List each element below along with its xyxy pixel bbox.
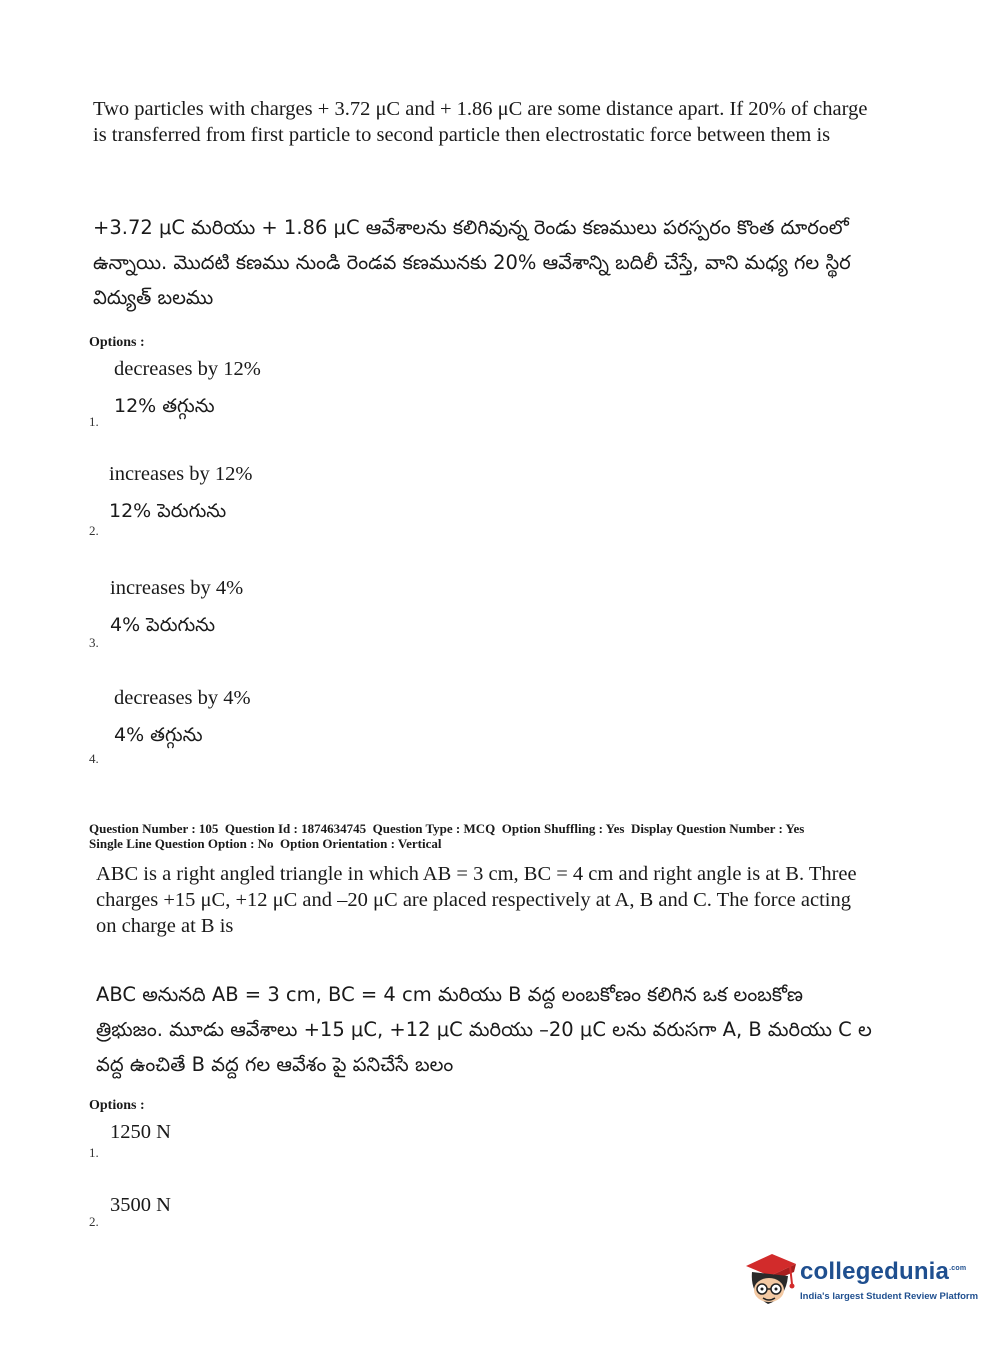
option-telugu: 12% తగ్గును	[114, 395, 215, 417]
option-english: decreases by 4%	[114, 687, 251, 709]
q1-english-text: Two particles with charges + 3.72 μC and + 1.86 μC are some distance apart. If 20% of charge is transferred from first particle to second particle then electrostatic force between them is	[93, 98, 868, 146]
logo-tagline: India's largest Student Review Platform	[800, 1291, 979, 1302]
logo-wordmark: collegedunia	[800, 1258, 950, 1285]
option-english: 1250 N	[110, 1121, 171, 1143]
collegedunia-logo	[742, 1250, 979, 1312]
q2-meta-line-1: Question Number : 105 Question Id : 1874634745 Question Type : MCQ Option Shuffling : Yes Display Question Number : Yes	[89, 821, 805, 836]
option-number: 4.	[89, 751, 99, 766]
option-telugu: 4% పెరుగును	[110, 614, 216, 636]
q2-english-text: ABC is a right angled triangle in which AB = 3 cm, BC = 4 cm and right angle is at B. Three charges +15 μC, +12 μC and –20 μC are placed respectively at A, B and C. The force acting on charge at B is	[96, 863, 857, 937]
option-number: 3.	[89, 635, 99, 650]
q2-options-label: Options :	[89, 1098, 145, 1113]
logo-suffix: .com	[949, 1265, 967, 1272]
option-english: decreases by 12%	[114, 358, 261, 380]
mascot-icon	[742, 1250, 798, 1310]
q2-meta-line-2: Single Line Question Option : No Option Orientation : Vertical	[89, 836, 442, 851]
option-telugu: 12% పెరుగును	[109, 500, 227, 522]
option-english: increases by 12%	[109, 463, 253, 485]
option-number: 2.	[89, 523, 99, 538]
option-number: 2.	[89, 1214, 99, 1229]
option-number: 1.	[89, 414, 99, 429]
q1-options-label: Options :	[89, 335, 145, 350]
option-english: increases by 4%	[110, 577, 244, 599]
q2-telugu-text: ABC అనునది AB = 3 cm, BC = 4 cm మరియు B వద్ద లంబకోణం కలిగిన ఒక లంబకోణ త్రిభుజం. మూడు ఆవేశాలు +15 μC, +12 μC మరియు –20 μC లను వరుసగా A, B మరియు C ల వద్ద ఉంచితే B వద్ద గల ఆవేశం పై పనిచేసే బలం	[96, 983, 872, 1076]
option-english: 3500 N	[110, 1194, 171, 1216]
option-number: 1.	[89, 1145, 99, 1160]
option-telugu: 4% తగ్గును	[114, 724, 203, 746]
q1-telugu-text: +3.72 μC మరియు + 1.86 μC ఆవేశాలను కలిగివున్న రెండు కణములు పరస్పరం కొంత దూరంలో ఉన్నాయి. మొదటి కణము నుండి రెండవ కణమునకు 20% ఆవేశాన్ని బదిలీ చేస్తే, వాని మధ్య గల స్థిర విద్యుత్ బలము	[93, 216, 851, 309]
